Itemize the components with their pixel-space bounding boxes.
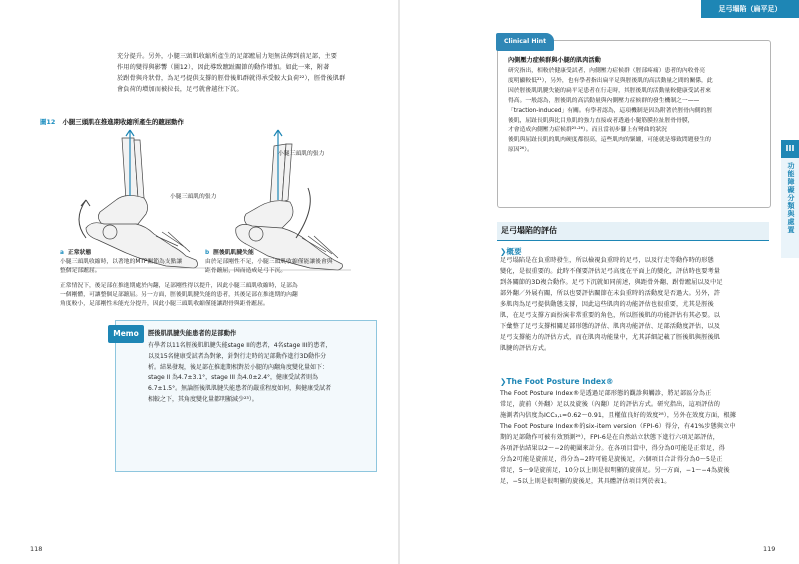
subfigure-b-caption: [205, 249, 254, 258]
chapter-side-title: 功能障礙分類與處置: [787, 162, 795, 234]
subfigure-a-text: 小腿三頭肌收縮時，以著地的MTP關節為支點讓: [60, 259, 183, 265]
foot-illustration-a: [86, 138, 198, 268]
intro-line: 於跗骨與舟狀骨，為足弓提供支撐的脛骨後肌群就得承受較大負荷²²），脛骨後肌群: [117, 75, 346, 82]
memo-line: 以及15名健康受試者為對象，針對行走時的足部動作進行3D動作分: [148, 352, 327, 360]
hint-line: 後肌，屈趾長肌與比目魚肌的強力直接或者透過小腿筋膜拉扯脛骨骨膜，: [508, 117, 694, 124]
memo-line: 析。結果發現，後足部在推進期相對於小腿的內翻角度變化量如下：: [148, 363, 329, 371]
section-title: 足弓塌陷的評估: [501, 226, 557, 235]
right-page: [400, 0, 799, 564]
hint-line: 原因²⁶）。: [508, 147, 533, 154]
overview-heading: ❯概要: [500, 247, 522, 256]
overview-line: 部外翻／外展有關，所以也要評估關節在未負重時的活動度是否過大。另外，許: [500, 290, 721, 297]
chapter-roman-numeral: III: [781, 140, 799, 158]
chapter-side-tab: [781, 140, 799, 258]
intro-line: 會負荷的增加而被拉長，足弓就會越往下沉。: [117, 86, 243, 93]
overview-line: 足弓塌陷是在負重時發生，所以檢視負重時的足弓，以及行走等動作時的形態: [500, 257, 714, 264]
clinical-hint-title: 內側壓力症候群與小腿的肌肉活動: [508, 57, 601, 64]
fpi-line: 常足，5〜9是旋前足，10分以上則是很明顯的旋前足。另一方面，−1〜−4為旋後: [500, 467, 730, 474]
hint-line: 因於脛後肌肌腱失能的扁平足患者在行走時，其脛後肌的活動量較健康受試者來: [508, 87, 711, 94]
section-title-bar: [497, 222, 769, 241]
chapter-header-tab: 足弓塌陷（扁平足）: [701, 0, 799, 18]
hint-line: 「traction-induced」有關。有學者認為，這項機制是因為附著於脛骨內側的脛: [508, 107, 713, 114]
memo-line: stage II 為4.7±3.1°，stage III 為4.0±2.4°，健康受試者則為: [148, 374, 319, 382]
overview-line: 到各關節的3D複合動作。足弓下沉就如同前述，與距骨外翻、跗骨蹠屈以及中足: [500, 279, 723, 286]
memo-line: 有學者以11名脛後肌肌腱失能stage II的患者，4名stage III的患者，: [148, 342, 332, 349]
note-line: 角度較小，足部剛性未能充分提升，因此小腿三頭肌收縮僅能讓跗骨與距骨蹠屈。: [60, 301, 269, 307]
clinical-hint-body: [508, 67, 762, 156]
figure-caption: [40, 117, 184, 126]
overview-line: 肌腱的評估方式。: [500, 345, 551, 352]
fpi-line: 分為2可能是旋前足，得分為−2時可能是旋後足，六個項目合計得分為0〜5是正: [500, 456, 723, 463]
left-page: [0, 0, 399, 564]
clinical-hint-box: [497, 40, 771, 208]
overview-line: 下彙整了足弓支撐相關足部形態的評估、肌肉功能評估、足部活動度評估，以及: [500, 323, 721, 330]
overview-line: 足弓支撐能力的評估方式，而在肌肉功能量中，尤其詳細記載了脛後肌與脛後肌: [500, 334, 721, 341]
memo-body: [148, 341, 368, 406]
intro-line: 作用的變得與影響（圖12），因此導致蹠趾關節的動作增加。如此一來，附著: [117, 64, 330, 71]
memo-line: 6.7±1.5°。無論脛後肌肌腱失能患者的嚴重程度如何，與健康受試者: [148, 385, 332, 393]
subfigure-a-text: 整個足部蹠屈。: [60, 268, 101, 274]
memo-tag: Memo: [108, 325, 144, 343]
fpi-line: 各項評估結果以2〜−2的範圍來計分。在各項目當中，得分為0可能是正常足，得: [500, 445, 725, 452]
subfigure-title: 正常狀態: [67, 250, 92, 256]
intro-line: 充分提升。另外，小腿三頭肌收縮所產生的足部蹠屈力矩無法傳到前足部，主要: [117, 53, 338, 60]
fpi-line: 期的足部動作可被有效預測²⁹），FPI-6是在自然站立狀態下進行六項足部評估，: [500, 434, 720, 441]
hint-line: 後肌與屈趾長肌的肌肉硬度都很高，這些肌肉的緊繃，可能就是導致問題發生的: [508, 137, 711, 144]
overview-line: 肌，在足弓支撐方面扮演非常重要的角色，所以脛後肌的功能評估有其必要。以: [500, 312, 721, 319]
subfigure-b-text: 由於足部剛性不足，小腿三頭肌收縮僅能讓後會與: [205, 259, 333, 265]
fpi-line: The Foot Posture Index®的six-item version（FPI-6）得分，有41%步態與立中: [500, 423, 736, 430]
subfigure-letter: b: [205, 250, 210, 256]
memo-box: [115, 320, 377, 472]
hint-line: 度明顯較低²¹），另外，也有學者指出扁平足與脛後肌的高活動量之間的關係，此: [508, 77, 713, 84]
subfigure-b-text: 距骨蹠屈，因而造成足弓下沉。: [205, 268, 287, 274]
fpi-line: The Foot Posture Index®是透過足部形態的觀診與觸診，將足部區分為正: [500, 390, 712, 397]
fpi-line: 足，−5以上則是很明顯的旋後足，其具體評估項目列於表1。: [500, 478, 671, 485]
figure-label: 小腿三頭肌的張力: [170, 194, 217, 200]
page-number-left: 118: [30, 545, 43, 553]
figure-title: 小腿三頭肌在推進期收縮所產生的蹠屈動作: [62, 118, 184, 126]
clinical-hint-tag: Clinical Hint: [496, 33, 554, 51]
note-line: 一個剛體，可讓整個足部蹠屈。另一方面，脛後肌肌腱失能的患者，其後足部在推進期的內翻: [60, 292, 298, 298]
figure-label: 小腿三頭肌的張力: [278, 151, 325, 157]
figure-number: 圖12: [40, 118, 56, 126]
overview-line: 變化，是很重要的。此時不僅要評估足弓高度在平面上的變化，評估時也要考量: [500, 268, 721, 275]
hint-line: 得高。一般認為，脛後肌的高活動量與內側壓力症候群的發生機制之一——: [508, 97, 700, 104]
hint-line: 研究指出，相較於健康受試者，內側壓力症候群（脛部疼痛）患者的內收骨亮: [508, 68, 706, 74]
fpi-heading: ❯The Foot Posture Index®: [500, 377, 614, 386]
page-number-right: 119: [763, 545, 776, 553]
overview-line: 多肌肉為足弓提供動態支撐，因此這些肌肉的功能評估也很重要，尤其是脛後: [500, 301, 714, 308]
subfigure-title: 脛後肌肌腱失能: [213, 250, 254, 256]
fpi-line: 施測者內信度為ICC₃,₁=0.62〜0.91，且權值良好的效度²⁸），另外在效度方面，根據: [500, 412, 737, 419]
subfigure-a-caption: [60, 249, 91, 258]
fpi-line: 常足，旋前（外翻）足以及旋後（內翻）足的評估方式。研究指出，這項評估的: [500, 401, 721, 408]
memo-title: 脛後肌肌腱失能患者的足部動作: [148, 330, 237, 337]
note-line: 正常情況下，後足部在推進期處於內翻，足部剛性得以提升，因此小腿三頭肌收縮時，足部為: [60, 283, 298, 289]
hint-line: 才會造成內側壓力症候群²⁵·²⁶）。而且當初步腳上有彎曲的狀況: [508, 127, 667, 134]
subfigure-letter: a: [60, 250, 64, 256]
memo-line: 相較之下，其角度變化量都明顯減少²³）。: [148, 395, 258, 403]
